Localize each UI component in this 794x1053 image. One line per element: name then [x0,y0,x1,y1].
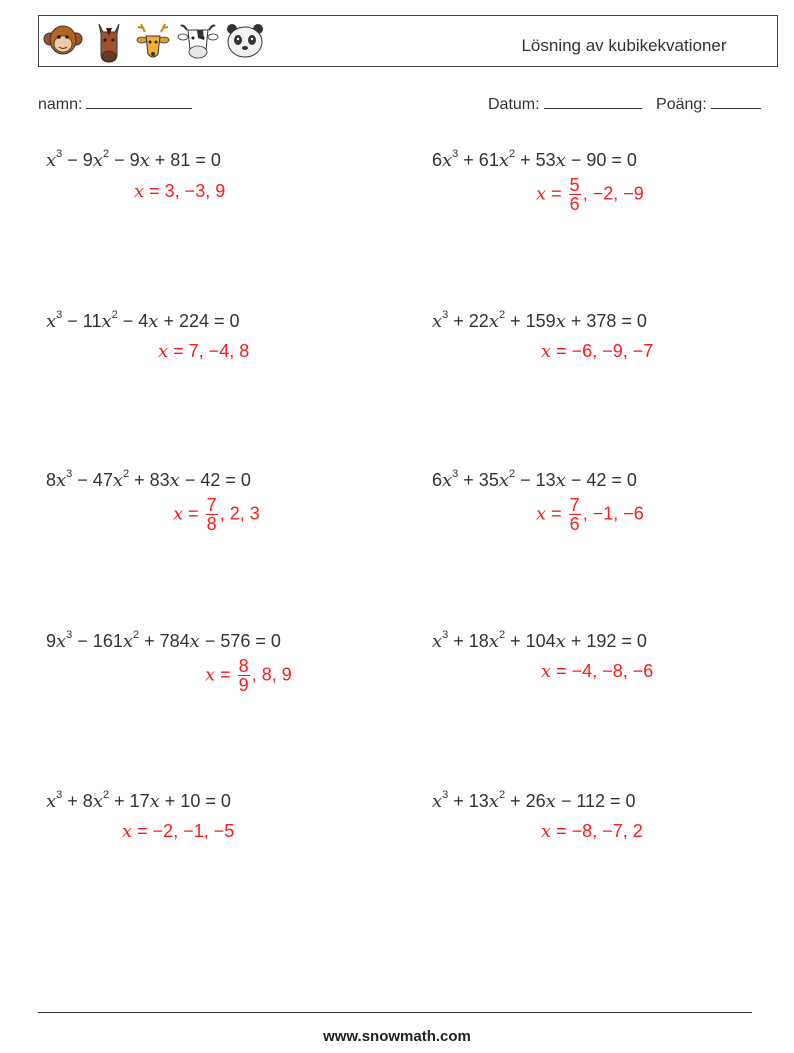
equation: $x^3 + 22x^2 + 159x + 378 = 0$ [432,309,647,332]
worksheet-header [38,15,778,67]
name-label: namn: [38,96,83,113]
problem-8 [432,631,647,652]
fraction: $\frac{7}{6}$ [569,495,580,534]
problem-5 [46,470,251,491]
equation: $9x^3 - 161x^2 + 784x - 576 = 0$ [46,629,281,652]
answer-3: x = 7, −4, 8 [158,341,250,362]
date-blank [544,94,642,109]
name-blank [86,94,192,109]
problem-10 [432,791,636,812]
answer-8: x = −4, −8, −6 [541,661,654,682]
panda-face-icon [223,20,267,62]
fraction: $\frac{5}{6}$ [569,175,580,214]
equation: $x^3 + 13x^2 + 26x - 112 = 0$ [432,789,636,812]
score-blank [711,94,761,109]
answer-10: x = −8, −7, 2 [541,821,643,842]
problem-6 [432,470,637,491]
equation: $x^3 - 9x^2 - 9x + 81 = 0$ [46,148,221,171]
answer-2: x = $\frac{5}{6}$ , −2, −9 [536,175,644,214]
footer-divider [38,1012,752,1013]
name-field [38,94,192,114]
problem-7 [46,631,281,652]
fraction: $\frac{8}{9}$ [238,656,249,695]
answer-7: x = $\frac{8}{9}$ , 8, 9 [205,656,292,695]
problem-1 [46,150,221,171]
equation: $8x^3 - 47x^2 + 83x - 42 = 0$ [46,468,251,491]
answer-9: x = −2, −1, −5 [122,821,235,842]
problem-9 [46,791,231,812]
date-score-fields [488,94,761,114]
answer-5: x = $\frac{7}{8}$ , 2, 3 [173,495,260,534]
problem-2 [432,150,637,171]
deer-face-icon [133,20,173,64]
cow-face-icon [177,20,219,62]
answer-4: x = −6, −9, −7 [541,341,654,362]
equation: $6x^3 + 61x^2 + 53x - 90 = 0$ [432,148,637,171]
fraction: $\frac{7}{8}$ [206,495,217,534]
equation: $6x^3 + 35x^2 - 13x - 42 = 0$ [432,468,637,491]
equation: $x^3 + 8x^2 + 17x + 10 = 0$ [46,789,231,812]
footer-url[interactable]: www.snowmath.com [323,1028,471,1045]
monkey-face-icon [43,20,83,60]
equation: $x^3 - 11x^2 - 4x + 224 = 0$ [46,309,240,332]
problem-4 [432,311,647,332]
horse-face-icon [89,20,129,64]
equation: $x^3 + 18x^2 + 104x + 192 = 0$ [432,629,647,652]
score-label: Poäng: [656,96,707,113]
answer-6: x = $\frac{7}{6}$ , −1, −6 [536,495,644,534]
worksheet-title: Lösning av kubikekvationer [521,36,727,55]
answer-1: x = 3, −3, 9 [134,181,226,202]
date-label: Datum: [488,96,540,113]
problem-3 [46,311,240,332]
